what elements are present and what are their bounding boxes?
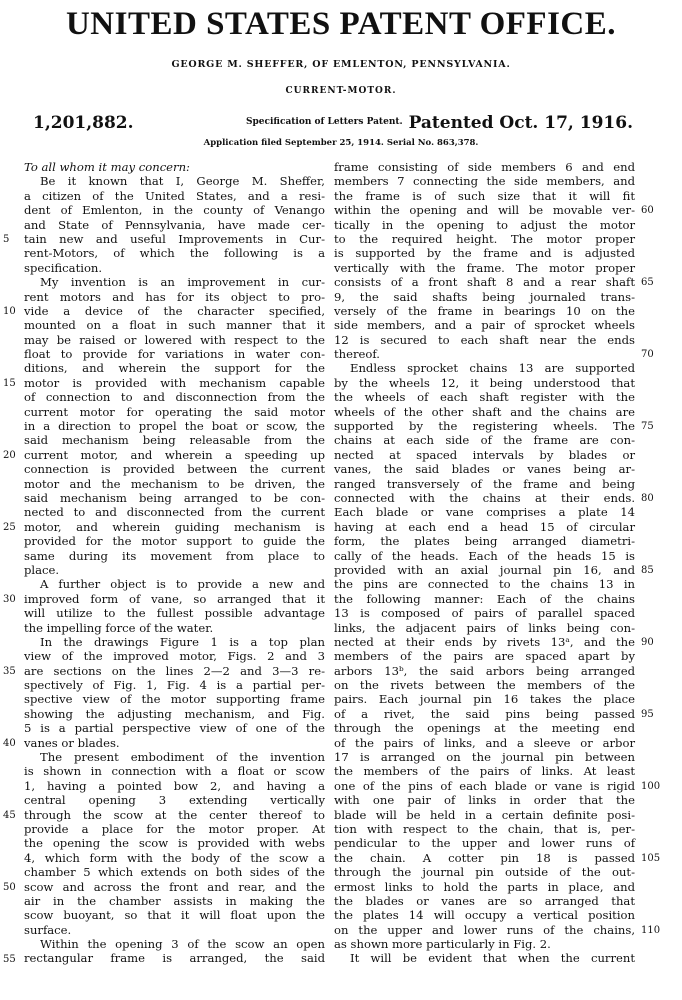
left-text-line: and State of Pennsylvania, have made cer-: [24, 217, 325, 232]
line-number-left: 10: [3, 306, 16, 317]
left-text-line: provided for the motor support to guide the: [24, 534, 325, 549]
line-number-left: 40: [3, 738, 16, 749]
right-text-line: on the rivets between the members of the: [334, 678, 635, 693]
line-number-left: 50: [3, 882, 16, 893]
line-number-left: 5: [3, 234, 10, 245]
right-text-line: is supported by the frame and is adjusted: [334, 246, 635, 261]
left-text-line: My invention is an improvement in cur-: [40, 275, 325, 290]
left-text-line: said mechanism being arranged to be con-: [24, 490, 325, 505]
right-text-line: one of the pins of each blade or vane is rigid: [334, 778, 635, 793]
right-text-line: the wheels of each shaft register with the: [334, 390, 635, 405]
left-text-line: tain new and useful Improvements in Cur-: [24, 231, 325, 246]
right-text-line: nected at their ends by rivets 13ᵃ, and the: [334, 634, 635, 649]
left-text-line: improved form of vane, so arranged that it: [24, 591, 325, 606]
left-text-line: through the scow at the center thereof to: [24, 807, 325, 822]
application-line: Application filed September 25, 1914. Serial No. 863,378.: [203, 138, 479, 148]
right-text-line: form, the plates being arranged diametri-: [334, 534, 635, 549]
right-text-line: versely of the frame in bearings 10 on the: [334, 303, 635, 318]
line-number-right: 105: [641, 853, 661, 865]
right-text-column: [334, 160, 635, 966]
left-text-line: scow buoyant, so that it will float upon the: [24, 908, 325, 923]
right-text-line: the plates 14 will occupy a vertical position: [334, 908, 635, 923]
right-text-line: consists of a front shaft 8 and a rear shaft: [334, 275, 635, 290]
left-text-line: Within the opening 3 of the scow an open: [40, 937, 325, 952]
patent-number: 1,201,882.: [33, 113, 134, 133]
left-text-line: 5 is a partial perspective view of one of the: [24, 721, 325, 736]
line-number-left: 35: [3, 666, 16, 677]
right-text-line: to the required height. The motor proper: [334, 231, 635, 246]
left-text-line: may be raised or lowered with respect to the: [24, 332, 325, 347]
specification-label: Specification of Letters Patent.: [246, 117, 403, 127]
right-text-line: frame consisting of side members 6 and end: [334, 160, 635, 174]
line-number-right: 70: [641, 349, 654, 361]
line-number-left: 15: [3, 378, 16, 389]
right-text-line: chains at each side of the frame are con-: [334, 433, 635, 448]
patented-date: Patented Oct. 17, 1916.: [408, 113, 633, 133]
left-text-line: rectangular frame is arranged, the said: [24, 951, 325, 966]
right-text-line: thereof.: [334, 347, 380, 362]
right-text-line: wheels of the other shaft and the chains are: [334, 404, 635, 419]
line-number-right: 100: [641, 781, 661, 793]
left-text-line: scow and across the front and rear, and the: [24, 879, 325, 894]
left-text-line: of connection to and disconnection from the: [24, 390, 325, 405]
right-text-line: having at each end a head 15 of circular: [334, 519, 635, 534]
left-text-line: will utilize to the fullest possible advantage: [24, 606, 325, 621]
left-text-line: central opening 3 extending vertically: [24, 793, 325, 808]
left-text-line: showing the adjusting mechanism, and Fig.: [24, 706, 325, 721]
left-text-line: the opening the scow is provided with webs: [24, 836, 325, 851]
left-text-line: in a direction to propel the boat or scow, the: [24, 419, 325, 434]
right-text-line: through the journal pin outside of the out-: [334, 865, 635, 880]
left-text-line: mounted on a float in such manner that it: [24, 318, 325, 333]
right-text-line: of the pairs of links, and a sleeve or arbor: [334, 735, 635, 750]
left-text-line: connection is provided between the current: [24, 462, 325, 477]
right-text-line: within the opening and will be movable ver-: [334, 203, 635, 218]
left-text-line: To all whom it may concern:: [24, 160, 190, 174]
left-text-line: In the drawings Figure 1 is a top plan: [40, 634, 325, 649]
right-text-line: provided with an axial journal pin 16, and: [334, 562, 635, 577]
right-text-line: with one pair of links in order that the: [334, 793, 635, 808]
right-text-line: vanes, the said blades or vanes being ar-: [334, 462, 635, 477]
right-text-line: the pins are connected to the chains 13 in: [334, 577, 635, 592]
line-number-left: 55: [3, 954, 16, 965]
right-text-line: members 7 connecting the side members, and: [334, 174, 635, 189]
left-text-line: the impelling force of the water.: [24, 620, 214, 635]
line-number-right: 110: [641, 925, 661, 937]
right-text-line: the frame is of such size that it will fit: [334, 188, 635, 203]
left-text-line: provide a place for the motor proper. At: [24, 821, 325, 836]
line-number-left: 20: [3, 450, 16, 461]
right-text-line: vertically with the frame. The motor proper: [334, 260, 635, 275]
left-text-line: nected to and disconnected from the current: [24, 505, 325, 520]
line-number-right: 90: [641, 637, 654, 649]
right-text-line: nected at spaced intervals by blades or: [334, 447, 635, 462]
left-text-line: specification.: [24, 260, 103, 275]
left-text-line: current motor for operating the said motor: [24, 404, 325, 419]
left-text-line: 1, having a pointed bow 2, and having a: [24, 778, 325, 793]
right-text-line: of a rivet, the said pins being passed: [334, 706, 635, 721]
right-text-line: the following manner: Each of the chains: [334, 591, 635, 606]
right-text-line: pairs. Each journal pin 16 takes the place: [334, 692, 635, 707]
right-text-line: tically in the opening to adjust the motor: [334, 217, 635, 232]
left-text-line: is shown in connection with a float or scow: [24, 764, 325, 779]
right-text-line: the blades or vanes are so arranged that: [334, 893, 635, 908]
right-text-line: pendicular to the upper and lower runs of: [334, 836, 635, 851]
left-text-line: spectively of Fig. 1, Fig. 4 is a partial per-: [24, 678, 325, 693]
right-text-line: 17 is arranged on the journal pin between: [334, 750, 635, 765]
left-text-line: rent-Motors, of which the following is a: [24, 246, 325, 261]
left-text-line: rent motors and has for its object to pro-: [24, 289, 325, 304]
subject-title: CURRENT-MOTOR.: [285, 86, 397, 96]
left-text-line: air in the chamber assists in making the: [24, 893, 325, 908]
left-text-column: [24, 160, 325, 966]
left-text-line: vanes or blades.: [24, 735, 120, 750]
left-text-line: spective view of the motor supporting frame: [24, 692, 325, 707]
left-text-line: are sections on the lines 2—2 and 3—3 re-: [24, 663, 325, 678]
left-text-line: place.: [24, 562, 60, 577]
right-text-line: cally of the heads. Each of the heads 15 is: [334, 548, 635, 563]
line-number-right: 75: [641, 421, 654, 433]
right-text-line: supported by the registering wheels. The: [334, 419, 635, 434]
left-text-line: said mechanism being releasable from the: [24, 433, 325, 448]
left-text-line: Be it known that I, George M. Sheffer,: [40, 174, 325, 189]
left-text-line: current motor, and wherein a speeding up: [24, 447, 325, 462]
left-text-line: same during its movement from place to: [24, 548, 325, 563]
right-text-line: blade will be held in a certain definite posi-: [334, 807, 635, 822]
right-text-line: connected with the chains at their ends.: [334, 490, 635, 505]
right-text-line: ranged transversely of the frame and being: [334, 476, 635, 491]
left-text-line: motor and the mechanism to be driven, the: [24, 476, 325, 491]
left-text-line: float to provide for variations in water con-: [24, 347, 325, 362]
right-text-line: Each blade or vane comprises a plate 14: [334, 505, 635, 520]
left-text-line: 4, which form with the body of the scow a: [24, 850, 325, 865]
inventor-line: GEORGE M. SHEFFER, OF EMLENTON, PENNSYLVANIA.: [171, 59, 511, 70]
left-text-line: chamber 5 which extends on both sides of the: [24, 865, 325, 880]
right-text-line: It will be evident that when the current: [350, 951, 635, 966]
right-text-line: as shown more particularly in Fig. 2.: [334, 937, 551, 952]
right-text-line: by the wheels 12, it being understood that: [334, 375, 635, 390]
right-text-line: Endless sprocket chains 13 are supported: [350, 361, 635, 376]
right-text-line: 12 is secured to each shaft near the ends: [334, 332, 635, 347]
left-text-line: A further object is to provide a new and: [40, 577, 325, 592]
right-text-line: the members of the pairs of links. At least: [334, 764, 635, 779]
right-text-line: 13 is composed of pairs of parallel spaced: [334, 606, 635, 621]
line-number-right: 80: [641, 493, 654, 505]
right-text-line: side members, and a pair of sprocket wheels: [334, 318, 635, 333]
right-text-line: members of the pairs are spaced apart by: [334, 649, 635, 664]
right-text-line: through the openings at the meeting end: [334, 721, 635, 736]
line-number-left: 45: [3, 810, 16, 821]
right-text-line: links, the adjacent pairs of links being con-: [334, 620, 635, 635]
right-text-line: the chain. A cotter pin 18 is passed: [334, 850, 635, 865]
right-text-line: ermost links to hold the parts in place, and: [334, 879, 635, 894]
left-text-line: dent of Emlenton, in the county of Venango: [24, 203, 325, 218]
right-text-line: on the upper and lower runs of the chains,: [334, 922, 635, 937]
left-text-line: vide a device of the character specified,: [24, 303, 325, 318]
left-text-line: view of the improved motor, Figs. 2 and 3: [24, 649, 325, 664]
right-text-line: 9, the said shafts being journaled trans-: [334, 289, 635, 304]
right-text-line: arbors 13ᵇ, the said arbors being arranged: [334, 663, 635, 678]
left-text-line: motor, and wherein guiding mechanism is: [24, 519, 325, 534]
line-number-right: 65: [641, 277, 654, 289]
left-text-line: ditions, and wherein the support for the: [24, 361, 325, 376]
right-text-line: tion with respect to the chain, that is, per-: [334, 821, 635, 836]
line-number-right: 95: [641, 709, 654, 721]
line-number-left: 25: [3, 522, 16, 533]
left-text-line: a citizen of the United States, and a resi-: [24, 188, 325, 203]
left-text-line: The present embodiment of the invention: [40, 750, 325, 765]
left-text-line: motor is provided with mechanism capable: [24, 375, 325, 390]
line-number-right: 60: [641, 205, 654, 217]
line-number-left: 30: [3, 594, 16, 605]
office-title: UNITED STATES PATENT OFFICE.: [65, 6, 617, 42]
patent-meta-row: [33, 113, 633, 133]
left-text-line: surface.: [24, 922, 72, 937]
line-number-right: 85: [641, 565, 654, 577]
